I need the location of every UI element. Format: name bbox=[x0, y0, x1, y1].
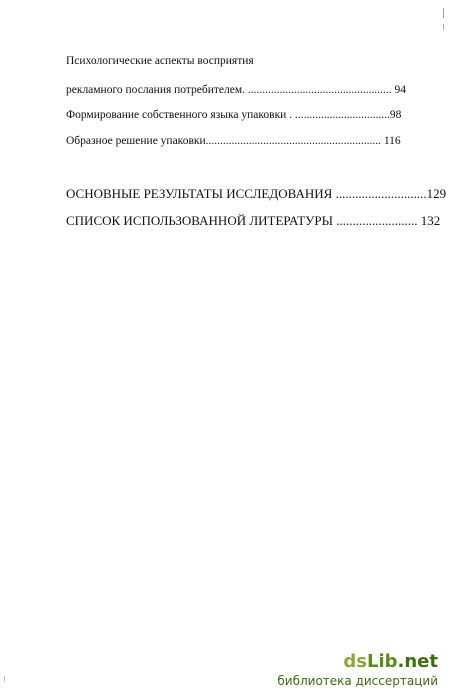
toc-entry-bibliography[interactable]: СПИСОК ИСПОЛЬЗОВАННОЙ ЛИТЕРАТУРЫ ......................... 132 bbox=[66, 213, 441, 228]
dslib-watermark[interactable] bbox=[252, 651, 442, 691]
toc-entry-packaging-image[interactable]: Образное решение упаковки............................................................. 116 bbox=[66, 135, 401, 147]
toc-entry-psychology-heading: Психологические аспекты восприятия bbox=[66, 55, 254, 67]
scan-edge-marks bbox=[442, 8, 446, 38]
toc-entry-packaging-language[interactable]: Формирование собственного языка упаковки . .................................98 bbox=[66, 109, 402, 121]
scan-edge-mark-left bbox=[4, 676, 5, 682]
toc-entry-psychology-page[interactable]: рекламного послания потребителем. .................................................. 94 bbox=[66, 84, 407, 96]
dslib-subtitle: библиотека диссертаций bbox=[277, 674, 438, 688]
toc-entry-main-results[interactable]: ОСНОВНЫЕ РЕЗУЛЬТАТЫ ИССЛЕДОВАНИЯ ............................129 bbox=[66, 186, 447, 201]
dslib-logo: dsLib.net bbox=[343, 651, 438, 672]
